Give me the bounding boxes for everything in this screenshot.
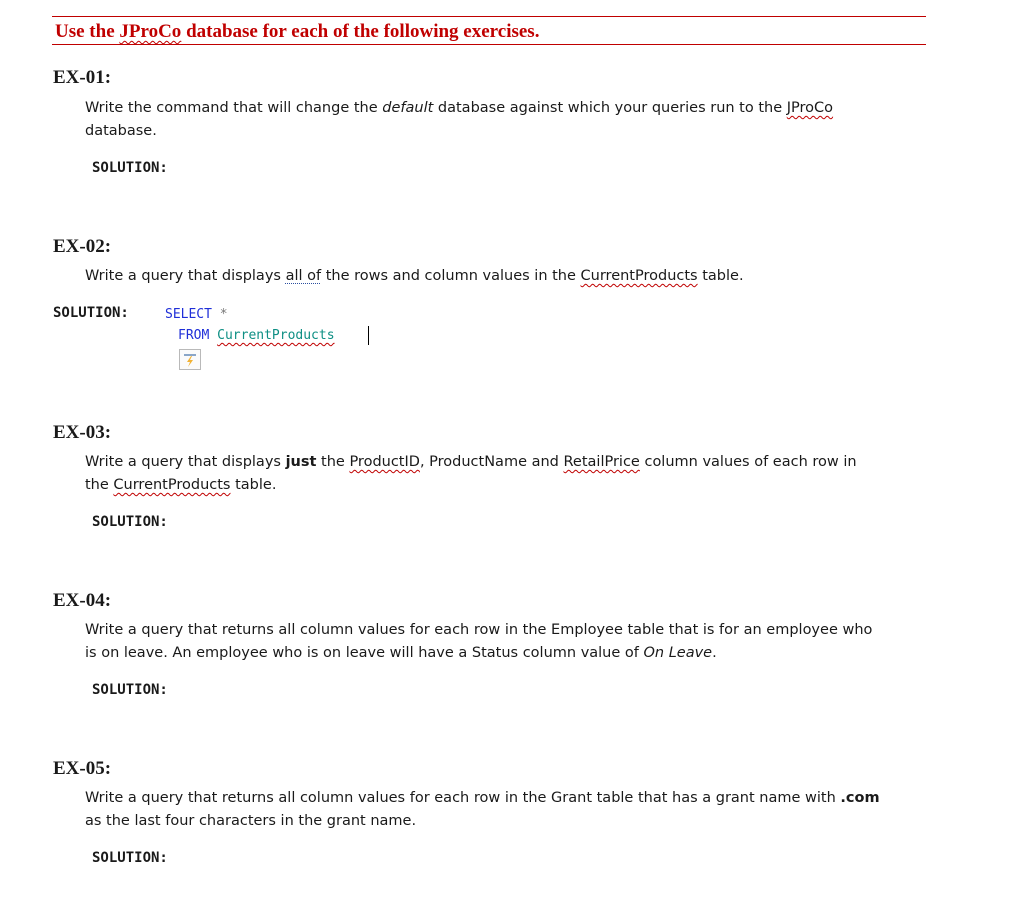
ex01-description: Write the command that will change the default database against which your queries run to the JProCo database. bbox=[85, 100, 834, 139]
lightning-icon[interactable] bbox=[179, 349, 201, 370]
ex01-solution-label: SOLUTION: bbox=[92, 160, 168, 176]
ex03-solution-label: SOLUTION: bbox=[92, 514, 168, 530]
ex04-description: Write a query that returns all column values for each row in the Employee table that is for an employee who is on leave. An employee who is on leave will have a Status column value of On Leave. bbox=[85, 622, 873, 661]
ex01-title: EX-01: bbox=[53, 67, 112, 88]
banner-text: Use the JProCo database for each of the following exercises. bbox=[55, 21, 540, 42]
lightning-icon-glyph bbox=[180, 350, 200, 369]
ex02-description: Write a query that displays all of the rows and column values in the CurrentProducts table. bbox=[85, 268, 744, 284]
ex05-description: Write a query that returns all column values for each row in the Grant table that has a grant name with .com as the last four characters in the grant name. bbox=[85, 790, 880, 829]
ex02-solution-label: SOLUTION: bbox=[53, 305, 129, 321]
ex05-title: EX-05: bbox=[53, 758, 112, 779]
ex03-description: Write a query that displays just the ProductID, ProductName and RetailPrice column values of each row in the CurrentProducts table. bbox=[85, 454, 857, 493]
ex02-code-line-2[interactable]: FROM CurrentProducts bbox=[178, 328, 335, 343]
ex03-title: EX-03: bbox=[53, 422, 112, 443]
ex02-code-line-1[interactable]: SELECT * bbox=[165, 307, 228, 322]
ex04-solution-label: SOLUTION: bbox=[92, 682, 168, 698]
text-cursor bbox=[368, 326, 369, 345]
exercise-banner bbox=[52, 16, 926, 45]
ex05-solution-label: SOLUTION: bbox=[92, 850, 168, 866]
ex02-title: EX-02: bbox=[53, 236, 112, 257]
ex04-title: EX-04: bbox=[53, 590, 112, 611]
